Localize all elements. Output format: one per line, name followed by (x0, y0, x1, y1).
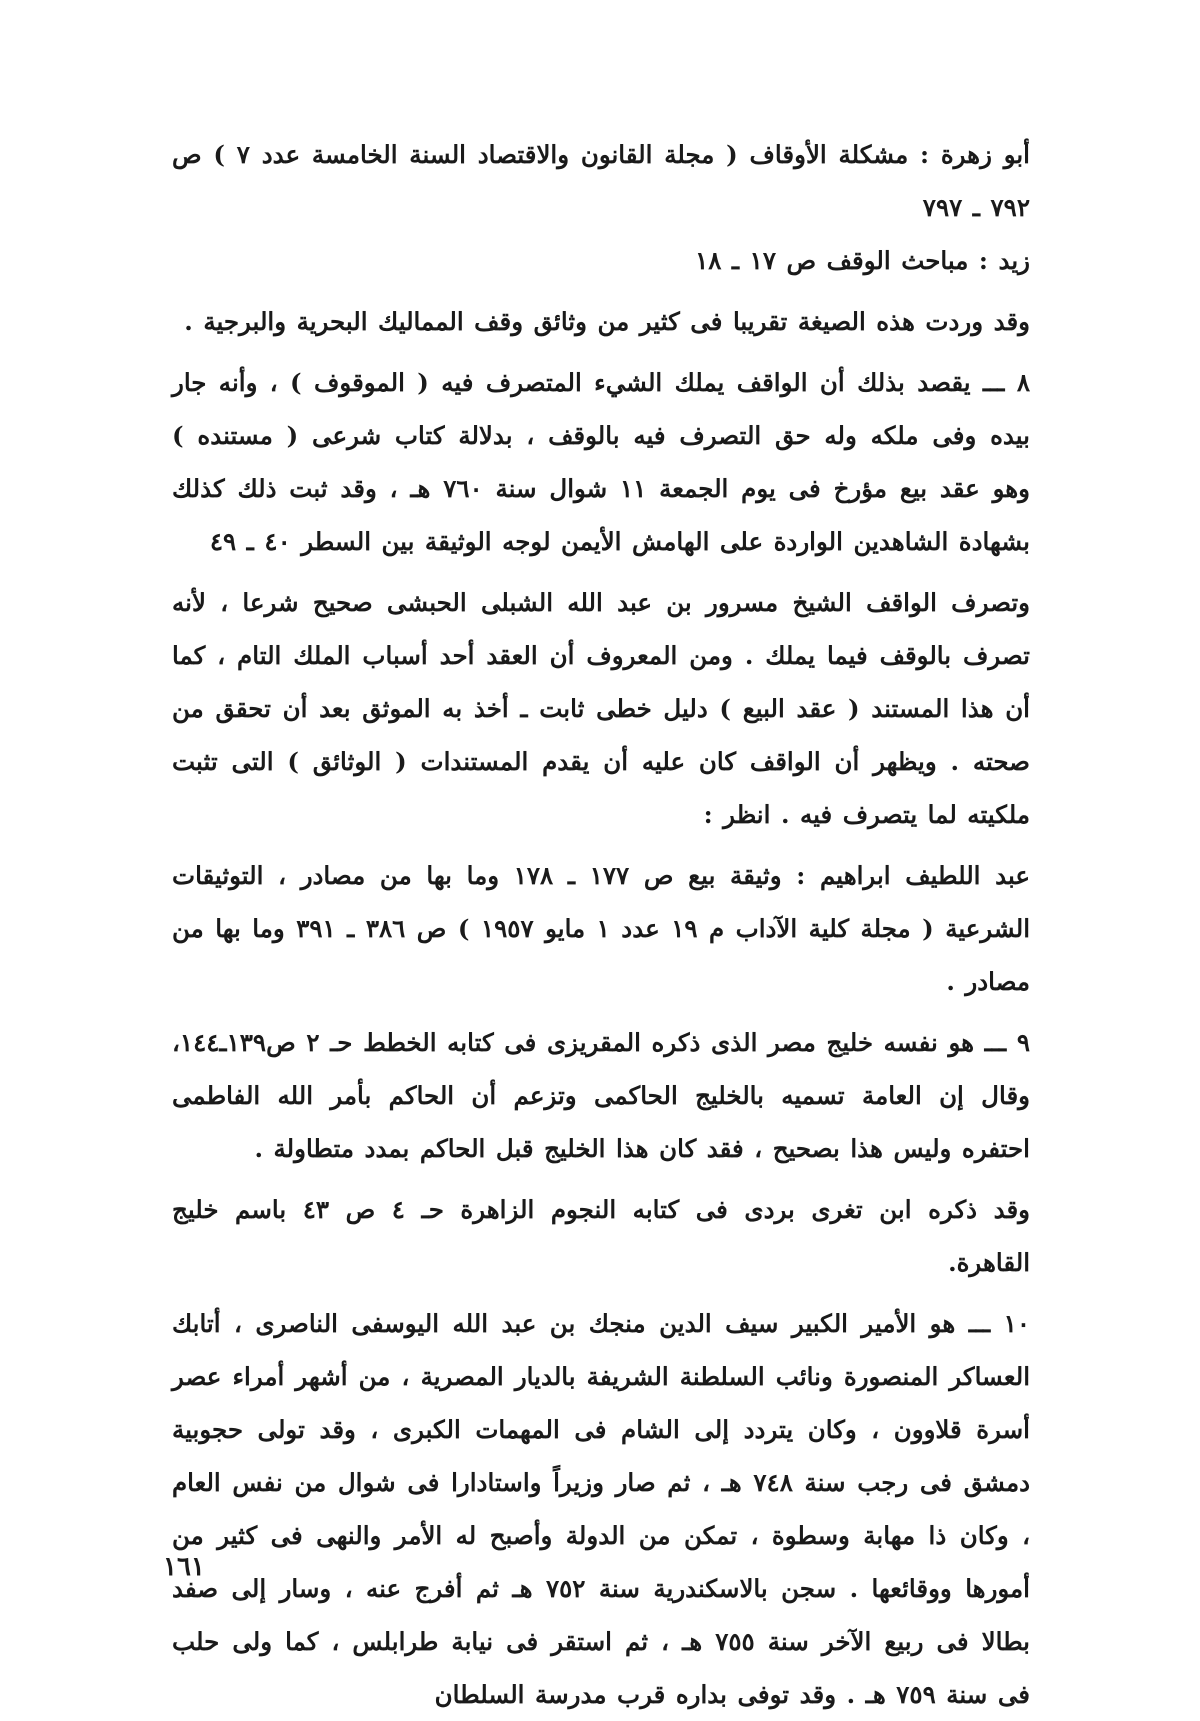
note-ibn-taghri-birdi: وقد ذكره ابن تغرى بردى فى كتابه النجوم الزاهرة حـ ٤ ص ٤٣ باسم خليج القاهرة. (172, 1195, 1030, 1277)
footnote-10: ١٠ ـــ هو الأمير الكبير سيف الدين منجك بن عبد الله اليوسفى الناصرى ، أتابك العساكر المنصورة ونائب السلطنة الشريفة بالديار المصرية ، من أشهر أمراء عصر أسرة قلاوون ، وكان يتردد إلى الشام فى المهمات الكبرى ، وقد تولى حجوبية دمشق فى رجب سنة ٧٤٨ هـ ، ثم صار وزيراً واستادارا فى شوال من نفس العام ، وكان ذا مهابة وسطوة ، تمكن من الدولة وأصبح له الأمر والنهى فى كثير من أمورها ووقائعها . سجن بالاسكندرية سنة ٧٥٢ هـ ثم أفرج عنه ، وسار إلى صفد بطالا فى ربيع الآخر سنة ٧٥٥ هـ ، ثم استقر فى نيابة طرابلس ، كما ولى حلب فى سنة ٧٥٩ هـ . وقد توفى بداره قرب مدرسة السلطان (172, 1309, 1031, 1709)
reference-abu-zahra: أبو زهرة : مشكلة الأوقاف ( مجلة القانون والاقتصاد السنة الخامسة عدد ٧ ) ص ٧٩٢ ـ ٧٩٧ (172, 140, 1030, 222)
note-waqf-formula: وقد وردت هذه الصيغة تقريبا فى كثير من وثائق وقف المماليك البحرية والبرجية . (184, 307, 1030, 336)
reference-abd-al-latif: عبد اللطيف ابراهيم : وثيقة بيع ص ١٧٧ ـ ١٧٨ وما بها من مصادر ، التوثيقات الشرعية ( مجلة كلية الآداب م ١٩ عدد ١ مايو ١٩٥٧ ) ص ٣٨٦ ـ ٣٩١ وما بها من مصادر . (172, 861, 1030, 996)
note-masrur-waqf: وتصرف الواقف الشيخ مسرور بن عبد الله الشبلى الحبشى صحيح شرعا ، لأنه تصرف بالوقف فيما يملك . ومن المعروف أن العقد أحد أسباب الملك التام ، كما أن هذا المستند ( عقد البيع ) دليل خطى ثابت ـ أخذ به الموثق بعد أن تحقق من صحته . ويظهر أن الواقف كان عليه أن يقدم المستندات ( الوثائق ) التى تثبت ملكيته لما يتصرف فيه . انظر : (172, 588, 1030, 829)
footnote-9: ٩ ـــ هو نفسه خليج مصر الذى ذكره المقريزى فى كتابه الخطط حـ ٢ ص١٣٩ـ١٤٤، وقال إن العامة تسميه بالخليج الحاكمى وتزعم أن الحاكم بأمر الله الفاطمى احتفره وليس هذا بصحيح ، فقد كان هذا الخليج قبل الحاكم بمدد متطاولة . (172, 1028, 1030, 1163)
reference-zayd: زيد : مباحث الوقف ص ١٧ ـ ١٨ (695, 246, 1030, 275)
page-number: ١٦١ (163, 1552, 205, 1582)
footnote-8: ٨ ـــ يقصد بذلك أن الواقف يملك الشيء المتصرف فيه ( الموقوف ) ، وأنه جار بيده وفى ملكه وله حق التصرف فيه بالوقف ، بدلالة كتاب شرعى ( مستنده ) وهو عقد بيع مؤرخ فى يوم الجمعة ١١ شوال سنة ٧٦٠ هـ ، وقد ثبت ذلك كذلك بشهادة الشاهدين الواردة على الهامش الأيمن لوجه الوثيقة بين السطر ٤٠ ـ ٤٩ (172, 368, 1030, 556)
footnotes-text-block (172, 128, 1030, 1721)
